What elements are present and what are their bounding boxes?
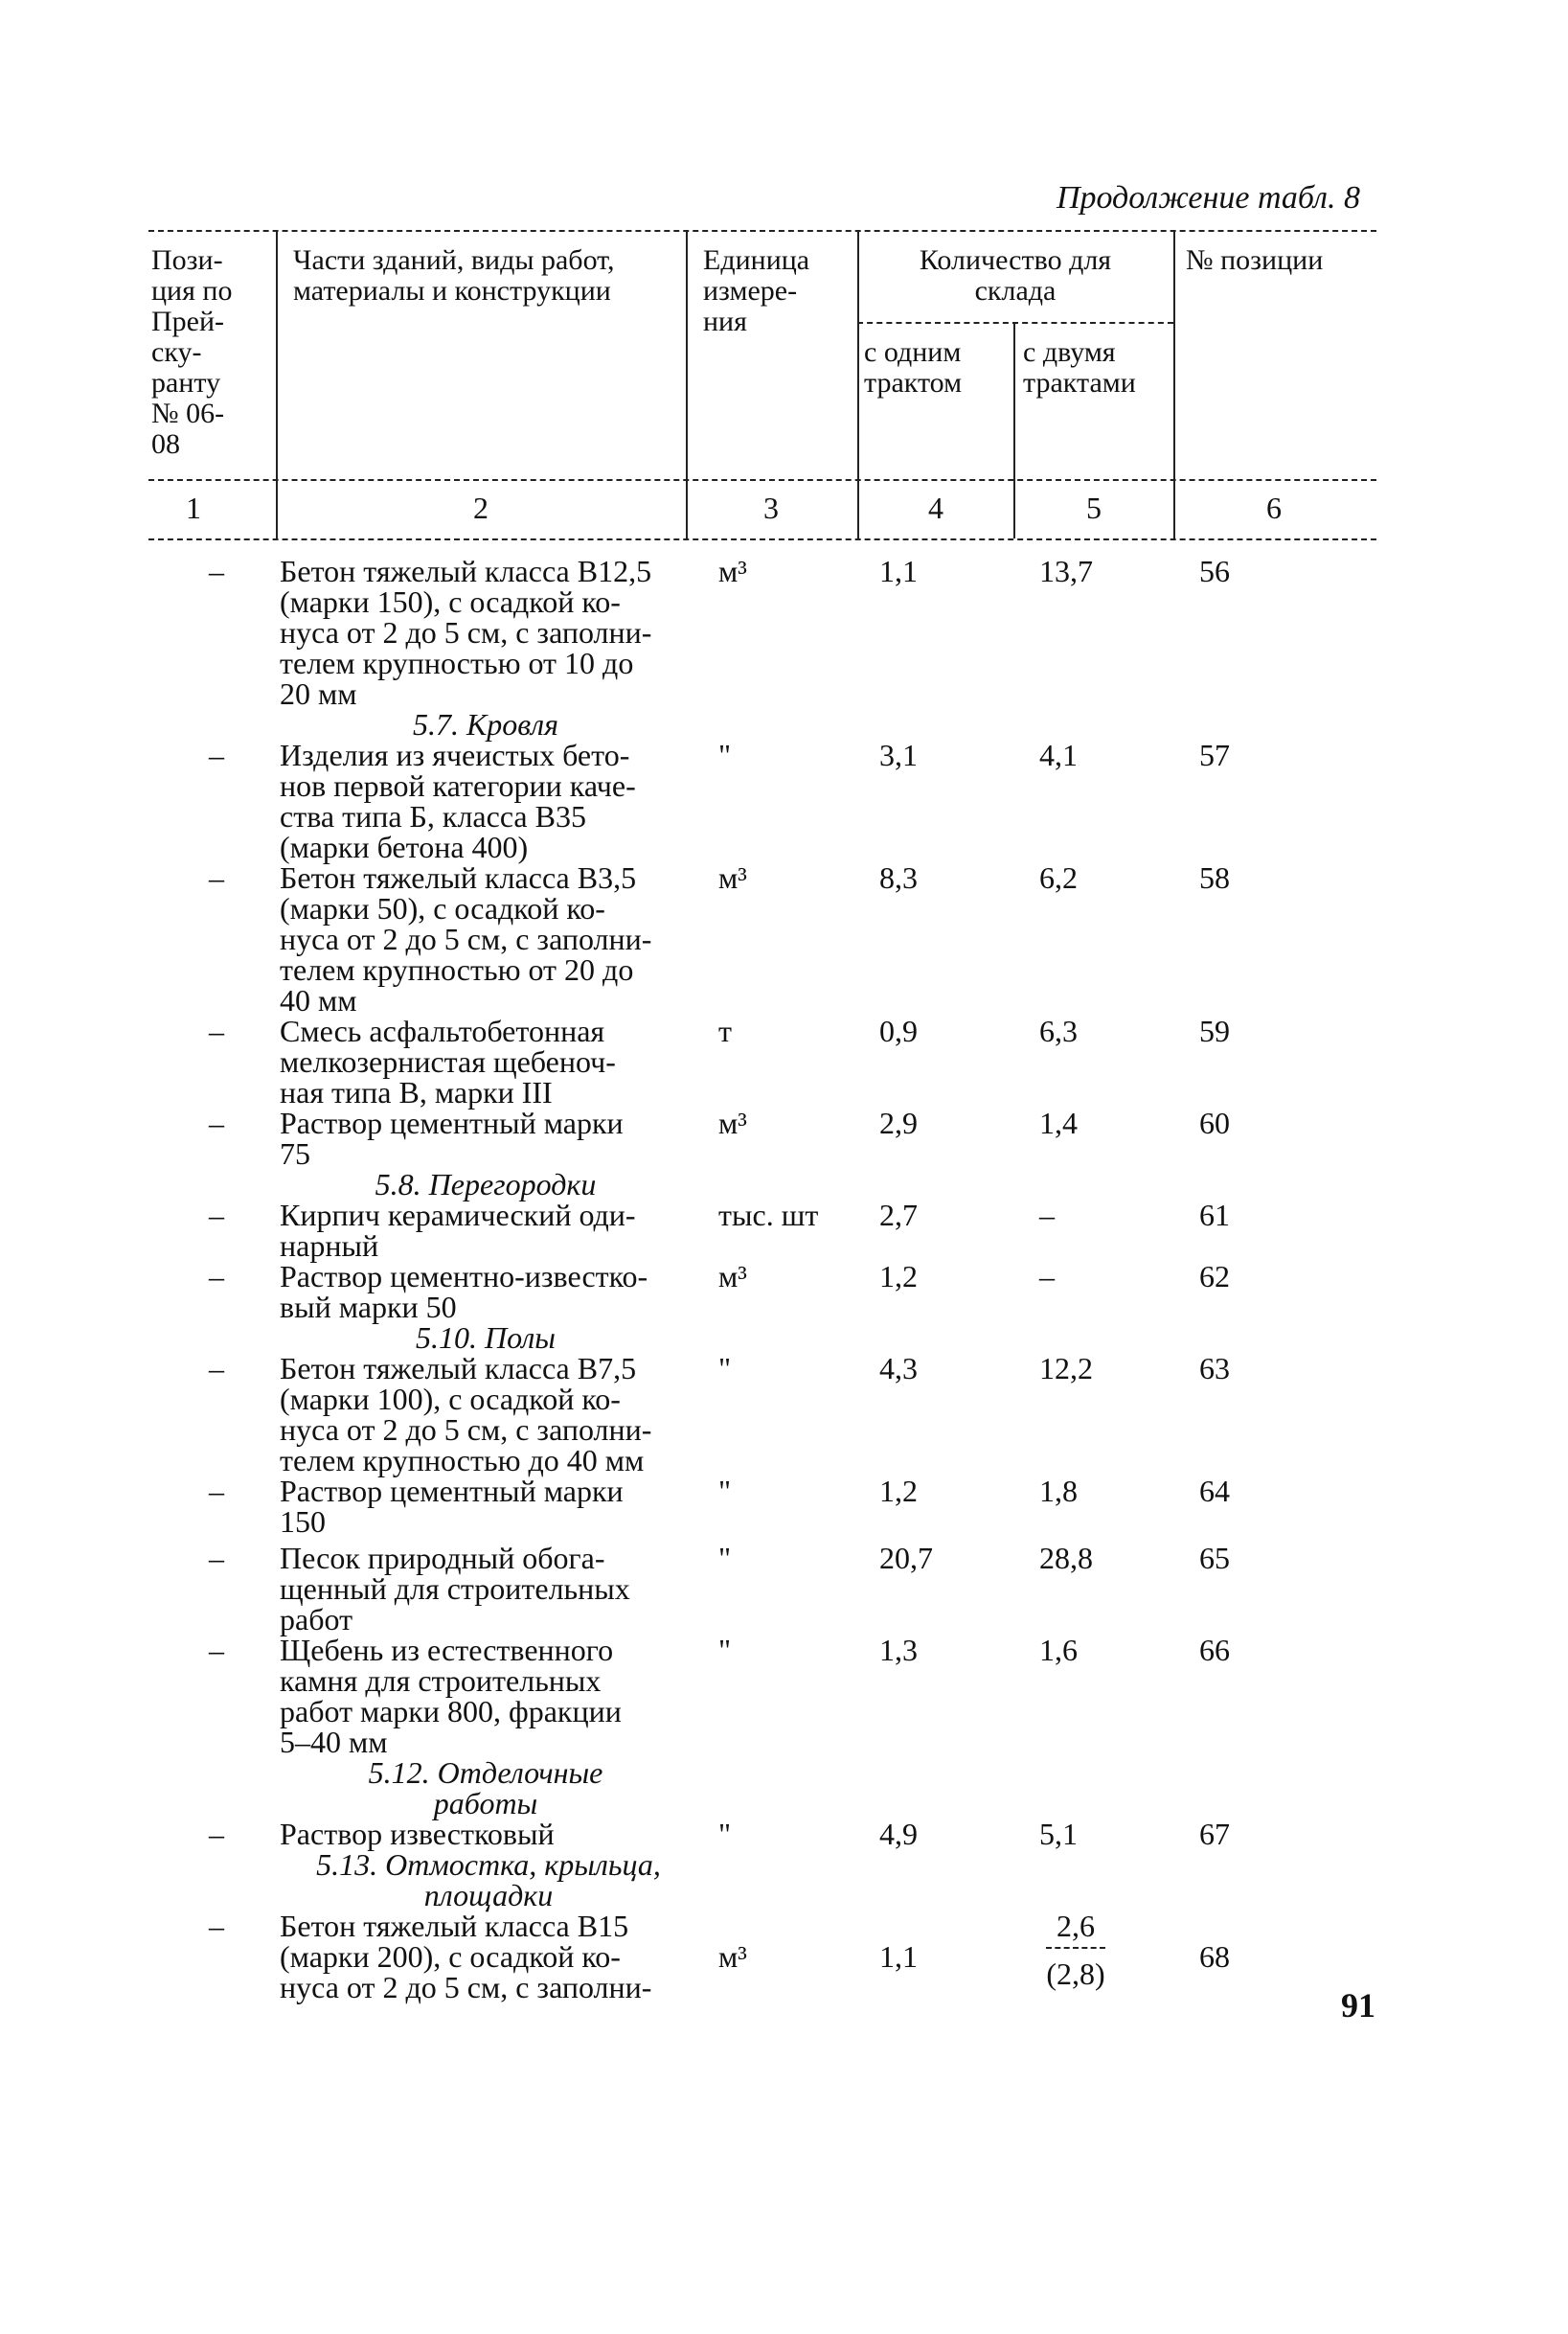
row-position: 66	[1199, 1633, 1230, 1667]
continuation-title: Продолжение табл. 8	[1056, 180, 1360, 216]
section-heading-roof: 5.7. Кровля	[413, 707, 558, 742]
row-qty-two-tracts: 1,4	[1039, 1106, 1078, 1140]
row-dash: –	[209, 1198, 224, 1232]
header-bottom-rule	[148, 479, 1376, 481]
row-qty-one-tract: 1,2	[879, 1259, 918, 1293]
row-description: Щебень из естественного камня для строительных работ марки 800, фракции 5–40 мм	[280, 1633, 622, 1759]
row-position: 59	[1199, 1014, 1230, 1048]
section-heading-floors: 5.10. Полы	[416, 1320, 556, 1355]
row-qty-one-tract: 8,3	[879, 860, 918, 895]
row-dash: –	[209, 1817, 224, 1851]
row-qty-one-tract: 0,9	[879, 1014, 918, 1048]
header-position-code: Пози- ция по Прей- ску- ранту № 06- 08	[151, 244, 233, 460]
row-dash: –	[209, 1909, 224, 1943]
row-qty-two-tracts: 1,6	[1039, 1633, 1078, 1667]
row-dash: –	[209, 1014, 224, 1048]
row-qty-one-tract: 3,1	[879, 738, 918, 772]
row-qty-one-tract: 2,9	[879, 1106, 918, 1140]
fraction-denominator: (2,8)	[1046, 1956, 1105, 1991]
fraction-bar	[1046, 1947, 1105, 1949]
column-number: 2	[473, 491, 489, 525]
row-qty-one-tract: 1,1	[879, 1939, 918, 1974]
row-qty-two-tracts: –	[1039, 1259, 1055, 1293]
row-position: 56	[1199, 554, 1230, 588]
row-position: 68	[1199, 1939, 1230, 1974]
row-description: Раствор цементный марки 75	[280, 1106, 624, 1171]
header-position-number: № позиции	[1186, 244, 1324, 276]
row-position: 61	[1199, 1198, 1230, 1232]
column-number: 3	[763, 491, 779, 525]
row-dash: –	[209, 860, 224, 895]
section-heading-partitions: 5.8. Перегородки	[375, 1167, 597, 1201]
row-dash: –	[209, 1541, 224, 1575]
row-unit: "	[718, 1474, 732, 1508]
row-qty-one-tract: 4,3	[879, 1351, 918, 1385]
row-description: Кирпич керамический оди- нарный	[280, 1198, 636, 1263]
column-number: 1	[186, 491, 201, 525]
row-dash: –	[209, 554, 224, 588]
row-position: 64	[1199, 1474, 1230, 1508]
col-divider-2	[686, 230, 688, 538]
row-description: Изделия из ячеистых бето- нов первой категории каче- ства типа Б, класса В35 (марки бетона 400)	[280, 738, 636, 864]
row-position: 67	[1199, 1817, 1230, 1851]
row-qty-two-tracts: 4,1	[1039, 738, 1078, 772]
row-description: Бетон тяжелый класса В12,5 (марки 150), с осадкой ко- нуса от 2 до 5 см, с заполни- телем крупностью от 10 до 20 мм	[280, 554, 652, 711]
row-unit: м³	[718, 554, 747, 588]
col-divider-4	[1013, 322, 1015, 538]
row-qty-two-tracts-fraction	[1033, 1911, 1119, 1989]
row-unit: м³	[718, 1939, 747, 1974]
row-qty-two-tracts: 6,2	[1039, 860, 1078, 895]
row-unit: "	[718, 1351, 732, 1385]
row-qty-one-tract: 20,7	[879, 1541, 933, 1575]
row-qty-two-tracts: 1,8	[1039, 1474, 1078, 1508]
row-unit: т	[718, 1014, 732, 1048]
row-unit: "	[718, 1817, 732, 1851]
row-qty-two-tracts: –	[1039, 1198, 1055, 1232]
row-qty-one-tract: 1,2	[879, 1474, 918, 1508]
fraction-numerator: 2,6	[1057, 1909, 1095, 1943]
row-qty-two-tracts: 28,8	[1039, 1541, 1093, 1575]
row-qty-one-tract: 1,1	[879, 554, 918, 588]
row-unit: "	[718, 1633, 732, 1667]
column-number: 5	[1086, 491, 1102, 525]
row-position: 62	[1199, 1259, 1230, 1293]
row-unit: м³	[718, 1259, 747, 1293]
row-dash: –	[209, 1259, 224, 1293]
row-position: 65	[1199, 1541, 1230, 1575]
row-position: 63	[1199, 1351, 1230, 1385]
row-description: Бетон тяжелый класса В7,5 (марки 100), с осадкой ко- нуса от 2 до 5 см, с заполни- телем крупностью до 40 мм	[280, 1351, 652, 1477]
row-dash: –	[209, 738, 224, 772]
row-description: Песок природный обога- щенный для строительных работ	[280, 1541, 630, 1636]
row-description: Бетон тяжелый класса В3,5 (марки 50), с осадкой ко- нуса от 2 до 5 см, с заполни- телем крупностью от 20 до 40 мм	[280, 860, 652, 1018]
row-qty-two-tracts: 6,3	[1039, 1014, 1078, 1048]
row-unit: "	[718, 738, 732, 772]
row-qty-two-tracts: 5,1	[1039, 1817, 1078, 1851]
row-description: Раствор известковый	[280, 1817, 555, 1851]
row-unit: "	[718, 1541, 732, 1575]
colnum-bottom-rule	[148, 538, 1376, 540]
row-description: Смесь асфальтобетонная мелкозернистая щебеноч- ная типа В, марки III	[280, 1014, 616, 1110]
row-position: 60	[1199, 1106, 1230, 1140]
col-divider-5	[1173, 230, 1175, 538]
row-qty-one-tract: 4,9	[879, 1817, 918, 1851]
header-two-tracts: с двумя трактами	[1023, 336, 1136, 399]
header-quantity: Количество для склада	[919, 244, 1112, 307]
row-dash: –	[209, 1474, 224, 1508]
section-heading-finishing: 5.12. Отделочные работы	[368, 1755, 603, 1820]
row-unit: м³	[718, 1106, 747, 1140]
section-heading-blind-area: 5.13. Отмостка, крыльца, площадки	[316, 1847, 661, 1912]
row-dash: –	[209, 1351, 224, 1385]
page-number: 91	[1341, 1986, 1375, 2025]
header-building-parts: Части зданий, виды работ, материалы и конструкции	[293, 244, 615, 307]
column-number: 6	[1266, 491, 1282, 525]
column-number: 4	[928, 491, 943, 525]
row-unit: тыс. шт	[718, 1198, 819, 1232]
row-qty-two-tracts: 13,7	[1039, 554, 1093, 588]
row-description: Раствор цементно-известко- вый марки 50	[280, 1259, 648, 1324]
header-unit: Единица измере- ния	[703, 244, 810, 337]
row-description: Бетон тяжелый класса В15 (марки 200), с осадкой ко- нуса от 2 до 5 см, с заполни-	[280, 1909, 652, 2004]
row-description: Раствор цементный марки 150	[280, 1474, 624, 1539]
row-position: 58	[1199, 860, 1230, 895]
row-qty-one-tract: 2,7	[879, 1198, 918, 1232]
row-dash: –	[209, 1633, 224, 1667]
row-position: 57	[1199, 738, 1230, 772]
row-qty-one-tract: 1,3	[879, 1633, 918, 1667]
row-unit: м³	[718, 860, 747, 895]
col-divider-1	[276, 230, 278, 538]
row-qty-two-tracts: 12,2	[1039, 1351, 1093, 1385]
header-one-tract: с одним трактом	[864, 336, 963, 399]
row-dash: –	[209, 1106, 224, 1140]
table-top-rule	[148, 230, 1376, 232]
quantity-subheader-rule	[857, 322, 1173, 324]
